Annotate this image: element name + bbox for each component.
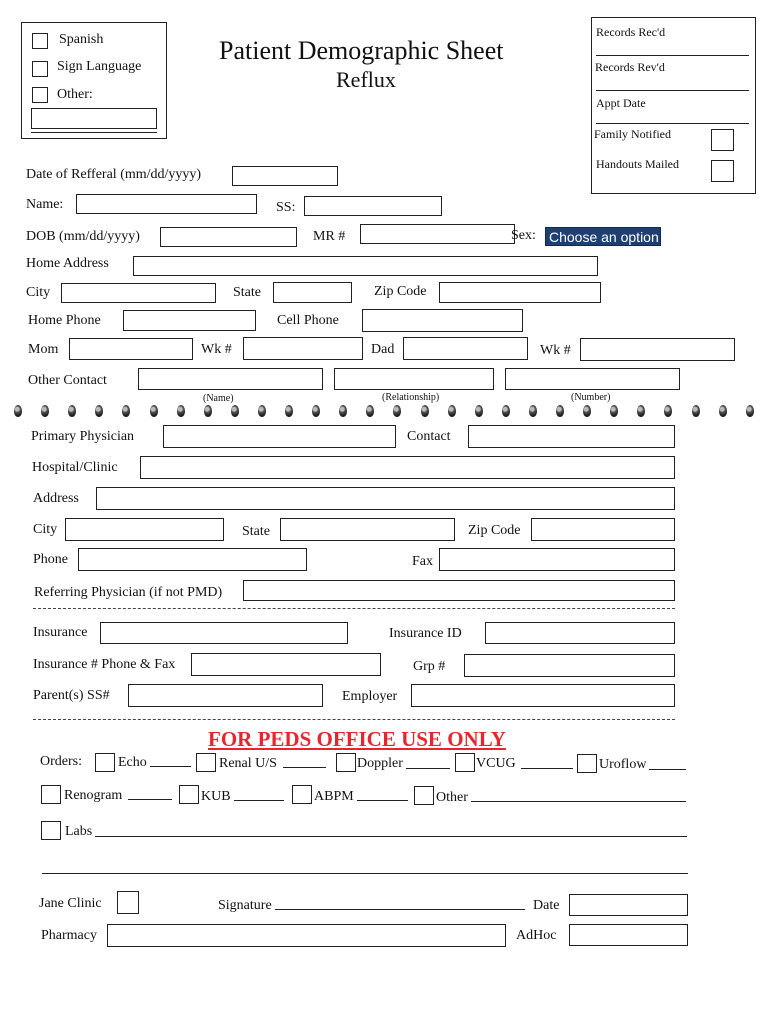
abpm-line[interactable] [357, 800, 408, 801]
jane-clinic-checkbox[interactable] [117, 891, 139, 914]
cell-phone-input[interactable] [362, 309, 523, 332]
physician-state-label: State [242, 524, 270, 539]
renogram-line[interactable] [128, 799, 172, 800]
referring-physician-label: Referring Physician (if not PMD) [34, 585, 223, 600]
divider-glyph-icon [583, 405, 591, 417]
contact-label: Contact [407, 429, 451, 444]
divider-glyph-icon [692, 405, 700, 417]
appt-date-line[interactable] [596, 123, 749, 124]
fax-input[interactable] [439, 548, 675, 571]
mr-input[interactable] [360, 224, 515, 244]
vcug-line[interactable] [521, 768, 573, 769]
insurance-phone-fax-label: Insurance # Phone & Fax [33, 657, 176, 672]
zip-input[interactable] [439, 282, 601, 303]
other-contact-relationship-input[interactable] [334, 368, 494, 390]
divider-glyph-icon [664, 405, 672, 417]
address-label: Address [33, 491, 79, 506]
sex-select[interactable]: Choose an option [545, 227, 661, 246]
renal-us-label: Renal U/S [219, 756, 277, 771]
uroflow-line[interactable] [649, 769, 686, 770]
grp-label: Grp # [413, 659, 446, 674]
name-input[interactable] [76, 194, 257, 214]
divider-glyph-icon [204, 405, 212, 417]
kub-line[interactable] [234, 800, 284, 801]
other-order-checkbox[interactable] [414, 786, 434, 805]
divider-glyph-icon [95, 405, 103, 417]
mom-wk-label: Wk # [201, 342, 232, 357]
family-notified-label: Family Notified [594, 127, 671, 141]
sex-label: Sex: [511, 228, 536, 243]
labs-checkbox[interactable] [41, 821, 61, 840]
divider-glyph-icon [529, 405, 537, 417]
date-input[interactable] [569, 894, 688, 916]
records-recd-label: Records Rec'd [596, 25, 666, 39]
adhoc-input[interactable] [569, 924, 688, 946]
fax-label: Fax [412, 554, 433, 569]
spanish-label: Spanish [59, 32, 104, 47]
ss-input[interactable] [304, 196, 442, 216]
divider-glyph-icon [448, 405, 456, 417]
hint-name: (Name) [203, 393, 234, 404]
family-notified-checkbox[interactable] [711, 129, 734, 151]
jane-clinic-label: Jane Clinic [39, 896, 102, 911]
city-input[interactable] [61, 283, 216, 303]
home-phone-input[interactable] [123, 310, 256, 331]
labs-label: Labs [65, 824, 93, 839]
other-language-checkbox[interactable] [32, 87, 48, 103]
divider-glyph-icon [177, 405, 185, 417]
echo-checkbox[interactable] [95, 753, 115, 772]
doppler-line[interactable] [406, 768, 450, 769]
insurance-phone-fax-input[interactable] [191, 653, 381, 676]
dob-label: DOB (mm/dd/yyyy) [26, 229, 140, 244]
sign-language-checkbox[interactable] [32, 61, 48, 77]
hint-number: (Number) [571, 392, 611, 403]
divider-glyph-icon [502, 405, 510, 417]
renal-us-line[interactable] [283, 767, 326, 768]
parents-ss-label: Parent(s) SS# [33, 688, 110, 703]
handouts-mailed-checkbox[interactable] [711, 160, 734, 182]
labs-line[interactable] [95, 836, 687, 837]
divider-glyph-icon [366, 405, 374, 417]
divider-glyph-icon [150, 405, 158, 417]
divider-glyph-icon [41, 405, 49, 417]
spanish-checkbox[interactable] [32, 33, 48, 49]
parents-ss-input[interactable] [128, 684, 323, 707]
mom-label: Mom [28, 342, 59, 357]
address-input[interactable] [96, 487, 675, 510]
physician-city-input[interactable] [65, 518, 224, 541]
office-use-heading: FOR PEDS OFFICE USE ONLY [208, 727, 506, 751]
sign-language-label: Sign Language [57, 59, 142, 74]
divider-glyph-icon [339, 405, 347, 417]
section-divider [33, 608, 675, 609]
other-language-label: Other: [57, 87, 93, 102]
uroflow-label: Uroflow [599, 757, 647, 772]
abpm-checkbox[interactable] [292, 785, 312, 804]
date-label: Date [533, 898, 560, 913]
decorative-divider [0, 404, 770, 418]
referring-physician-input[interactable] [243, 580, 675, 601]
records-revd-line[interactable] [596, 90, 749, 91]
dob-input[interactable] [160, 227, 297, 247]
divider-glyph-icon [393, 405, 401, 417]
other-order-label: Other [436, 790, 468, 805]
grp-input[interactable] [464, 654, 675, 677]
divider-glyph-icon [746, 405, 754, 417]
other-order-line[interactable] [471, 801, 686, 802]
physician-city-label: City [33, 522, 58, 537]
divider-glyph-icon [258, 405, 266, 417]
state-input[interactable] [273, 282, 352, 303]
renogram-checkbox[interactable] [41, 785, 61, 804]
doppler-checkbox[interactable] [336, 753, 356, 772]
insurance-input[interactable] [100, 622, 348, 644]
physician-zip-input[interactable] [531, 518, 675, 541]
page-title: Patient Demographic Sheet [219, 36, 504, 65]
employer-label: Employer [342, 689, 398, 704]
hospital-label: Hospital/Clinic [32, 460, 118, 475]
abpm-label: ABPM [314, 789, 354, 804]
phone-label: Phone [33, 552, 68, 567]
referral-date-input[interactable] [232, 166, 338, 186]
divider-glyph-icon [556, 405, 564, 417]
renal-us-checkbox[interactable] [196, 753, 216, 772]
records-recd-line[interactable] [596, 55, 749, 56]
other-contact-number-input[interactable] [505, 368, 680, 390]
divider-glyph-icon [421, 405, 429, 417]
other-contact-label: Other Contact [28, 373, 107, 388]
records-revd-label: Records Rev'd [595, 60, 665, 74]
kub-checkbox[interactable] [179, 785, 199, 804]
divider-glyph-icon [14, 405, 22, 417]
divider-glyph-icon [475, 405, 483, 417]
vcug-checkbox[interactable] [455, 753, 475, 772]
dad-wk-label: Wk # [540, 343, 571, 358]
adhoc-label: AdHoc [516, 928, 557, 943]
primary-physician-input[interactable] [163, 425, 396, 448]
cell-phone-label: Cell Phone [277, 313, 339, 328]
language-panel-rule [31, 132, 157, 133]
insurance-id-input[interactable] [485, 622, 675, 644]
other-language-input[interactable] [31, 108, 157, 129]
mr-label: MR # [313, 229, 346, 244]
hint-relationship: (Relationship) [382, 392, 440, 403]
insurance-id-label: Insurance ID [389, 626, 462, 641]
notes-line[interactable] [42, 873, 688, 874]
doppler-label: Doppler [357, 756, 403, 771]
echo-label: Echo [118, 755, 147, 770]
signature-label: Signature [218, 898, 272, 913]
state-label: State [233, 285, 261, 300]
mom-input[interactable] [69, 338, 193, 360]
employer-input[interactable] [411, 684, 675, 707]
primary-physician-label: Primary Physician [31, 429, 135, 444]
kub-label: KUB [201, 789, 231, 804]
divider-glyph-icon [231, 405, 239, 417]
divider-glyph-icon [312, 405, 320, 417]
ss-label: SS: [276, 200, 296, 215]
appt-date-label: Appt Date [596, 96, 646, 110]
hospital-input[interactable] [140, 456, 675, 479]
pharmacy-input[interactable] [107, 924, 506, 947]
divider-glyph-icon [637, 405, 645, 417]
uroflow-checkbox[interactable] [577, 754, 597, 773]
section-divider-2 [33, 719, 675, 720]
divider-glyph-icon [719, 405, 727, 417]
orders-label: Orders: [40, 754, 82, 769]
mom-wk-input[interactable] [243, 337, 363, 360]
dad-label: Dad [371, 342, 395, 357]
echo-line[interactable] [150, 766, 191, 767]
signature-line[interactable] [275, 909, 525, 910]
city-label: City [26, 285, 51, 300]
divider-glyph-icon [68, 405, 76, 417]
renogram-label: Renogram [64, 788, 123, 803]
contact-input[interactable] [468, 425, 675, 448]
divider-glyph-icon [122, 405, 130, 417]
page-subtitle: Reflux [336, 67, 396, 92]
divider-glyph-icon [285, 405, 293, 417]
physician-state-input[interactable] [280, 518, 455, 541]
zip-label: Zip Code [374, 284, 427, 299]
phone-input[interactable] [78, 548, 307, 571]
name-label: Name: [26, 197, 64, 212]
handouts-mailed-label: Handouts Mailed [596, 157, 679, 171]
pharmacy-label: Pharmacy [41, 928, 97, 943]
home-phone-label: Home Phone [28, 313, 101, 328]
divider-glyph-icon [610, 405, 618, 417]
dad-input[interactable] [403, 337, 528, 360]
other-contact-name-input[interactable] [138, 368, 323, 390]
home-address-label: Home Address [26, 256, 109, 271]
insurance-label: Insurance [33, 625, 88, 640]
vcug-label: VCUG [476, 756, 516, 771]
physician-zip-label: Zip Code [468, 523, 521, 538]
dad-wk-input[interactable] [580, 338, 735, 361]
home-address-input[interactable] [133, 256, 598, 276]
referral-date-label: Date of Refferal (mm/dd/yyyy) [26, 167, 202, 182]
